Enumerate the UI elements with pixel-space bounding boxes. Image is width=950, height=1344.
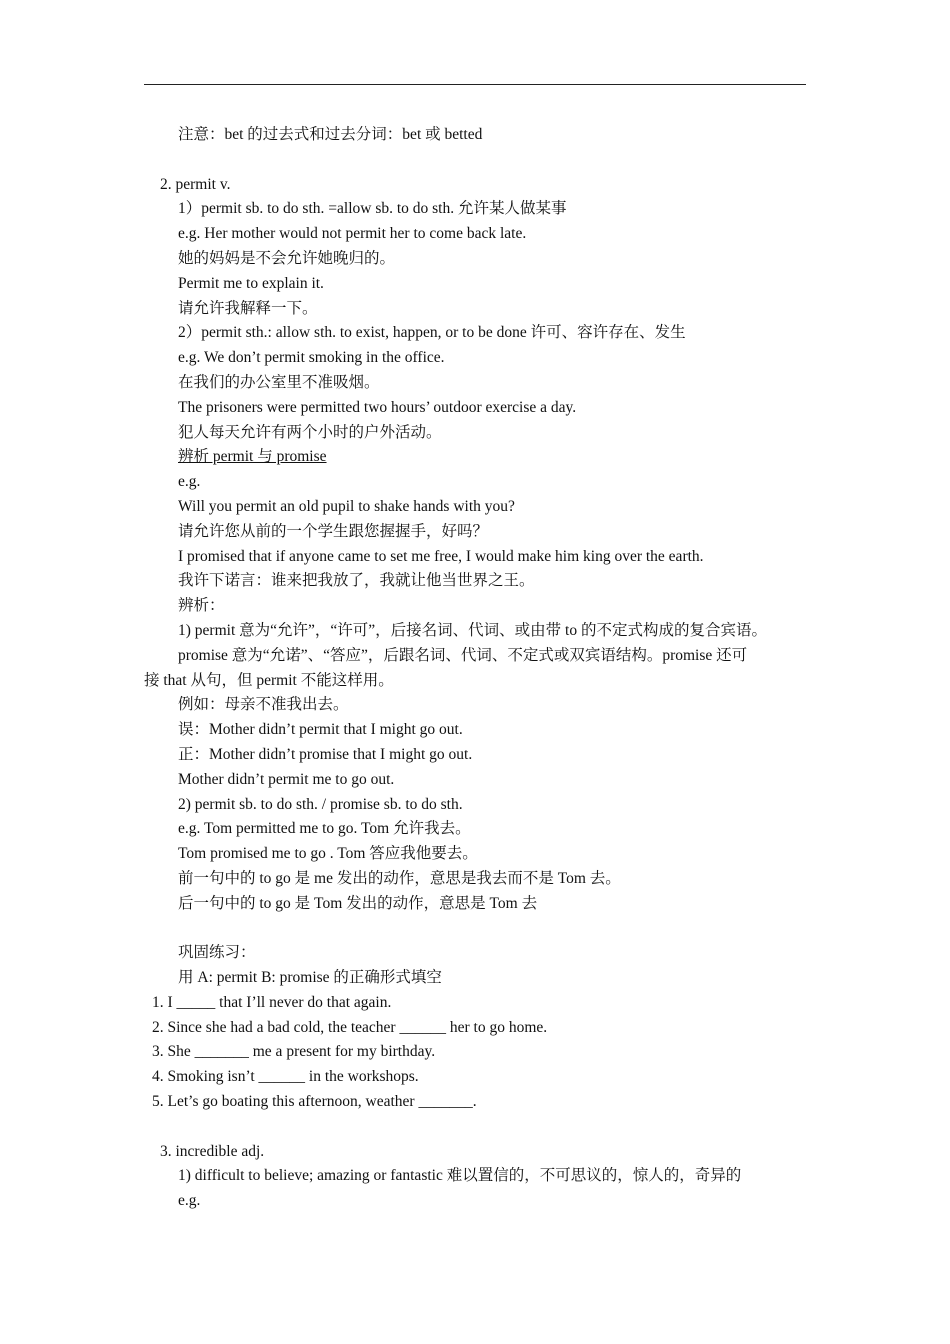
text-line: 1) permit 意为“允许”，“许可”，后接名词、代词、或由带 to 的不定式构成的复合宾语。 [178, 621, 767, 639]
blank-line [0, 1115, 950, 1140]
underlined-subheading: 辨析 permit 与 promise [178, 448, 327, 466]
exercise-item: 3. She _______ me a present for my birthday. [152, 1043, 436, 1061]
blank-line [0, 917, 950, 942]
text-line: 前一句中的 to go 是 me 发出的动作，意思是我去而不是 Tom 去。 [178, 869, 621, 887]
text-line: 1）permit sb. to do sth. =allow sb. to do sth. 允许某人做某事 [178, 200, 567, 218]
text-line: 正：Mother didn’t promise that I might go out. [178, 745, 473, 763]
text-line: 请允许我解释一下。 [178, 299, 318, 317]
text-line: 请允许您从前的一个学生跟您握握手，好吗？ [178, 522, 489, 540]
text-line: Mother didn’t permit me to go out. [178, 770, 395, 788]
text-line: 在我们的办公室里不准吸烟。 [178, 373, 380, 391]
exercise-item: 2. Since she had a bad cold, the teacher ______ her to go home. [152, 1018, 548, 1036]
text-line: e.g. [178, 1192, 201, 1210]
text-line: 2）permit sth.: allow sth. to exist, happen, or to be done 许可、容许存在、发生 [178, 324, 686, 342]
exercise-item: 4. Smoking isn’t ______ in the workshops. [152, 1068, 419, 1086]
text-line: 例如：母亲不准我出去。 [178, 696, 349, 714]
text-line: I promised that if anyone came to set me free, I would make him king over the earth. [178, 547, 704, 565]
text-line: 犯人每天允许有两个小时的户外活动。 [178, 423, 442, 441]
text-line: 辨析： [178, 597, 225, 615]
text-line: 1) difficult to believe; amazing or fantastic 难以置信的，不可思议的，惊人的，奇异的 [178, 1167, 742, 1185]
text-line: 2) permit sb. to do sth. / promise sb. to do sth. [178, 795, 463, 813]
text-line: 接 that 从句，但 permit 不能这样用。 [144, 671, 394, 689]
text-line: 误：Mother didn’t permit that I might go out. [178, 721, 463, 739]
section-heading: 3. incredible adj. [160, 1142, 265, 1160]
text-line: 巩固练习： [178, 944, 256, 962]
text-line: e.g. Her mother would not permit her to come back late. [178, 225, 527, 243]
document-body [0, 123, 950, 1214]
exercise-item: 5. Let’s go boating this afternoon, weather _______. [152, 1093, 477, 1111]
text-line: The prisoners were permitted two hours’ outdoor exercise a day. [178, 398, 577, 416]
text-line: 用 A: permit B: promise 的正确形式填空 [178, 969, 442, 987]
exercise-item: 1. I _____ that I’ll never do that again. [152, 993, 392, 1011]
section-heading: 2. permit v. [160, 175, 231, 193]
text-line: 后一句中的 to go 是 Tom 发出的动作，意思是 Tom 去 [178, 894, 538, 912]
text-line: Tom promised me to go . Tom 答应我他要去。 [178, 845, 478, 863]
header-rule [144, 84, 806, 85]
text-line: 我许下诺言：谁来把我放了，我就让他当世界之王。 [178, 572, 535, 590]
text-line: 她的妈妈是不会允许她晚归的。 [178, 249, 396, 267]
text-line: Will you permit an old pupil to shake hands with you? [178, 497, 515, 515]
text-line: e.g. [178, 473, 201, 491]
blank-line [0, 148, 950, 173]
text-line: promise 意为“允诺”、“答应”，后跟名词、代词、不定式或双宾语结构。promise 还可 [178, 646, 748, 664]
text-line: 注意：bet 的过去式和过去分词：bet 或 betted [178, 126, 483, 143]
text-line: Permit me to explain it. [178, 274, 324, 292]
text-line: e.g. Tom permitted me to go. Tom 允许我去。 [178, 820, 471, 838]
text-line: e.g. We don’t permit smoking in the office. [178, 349, 445, 367]
